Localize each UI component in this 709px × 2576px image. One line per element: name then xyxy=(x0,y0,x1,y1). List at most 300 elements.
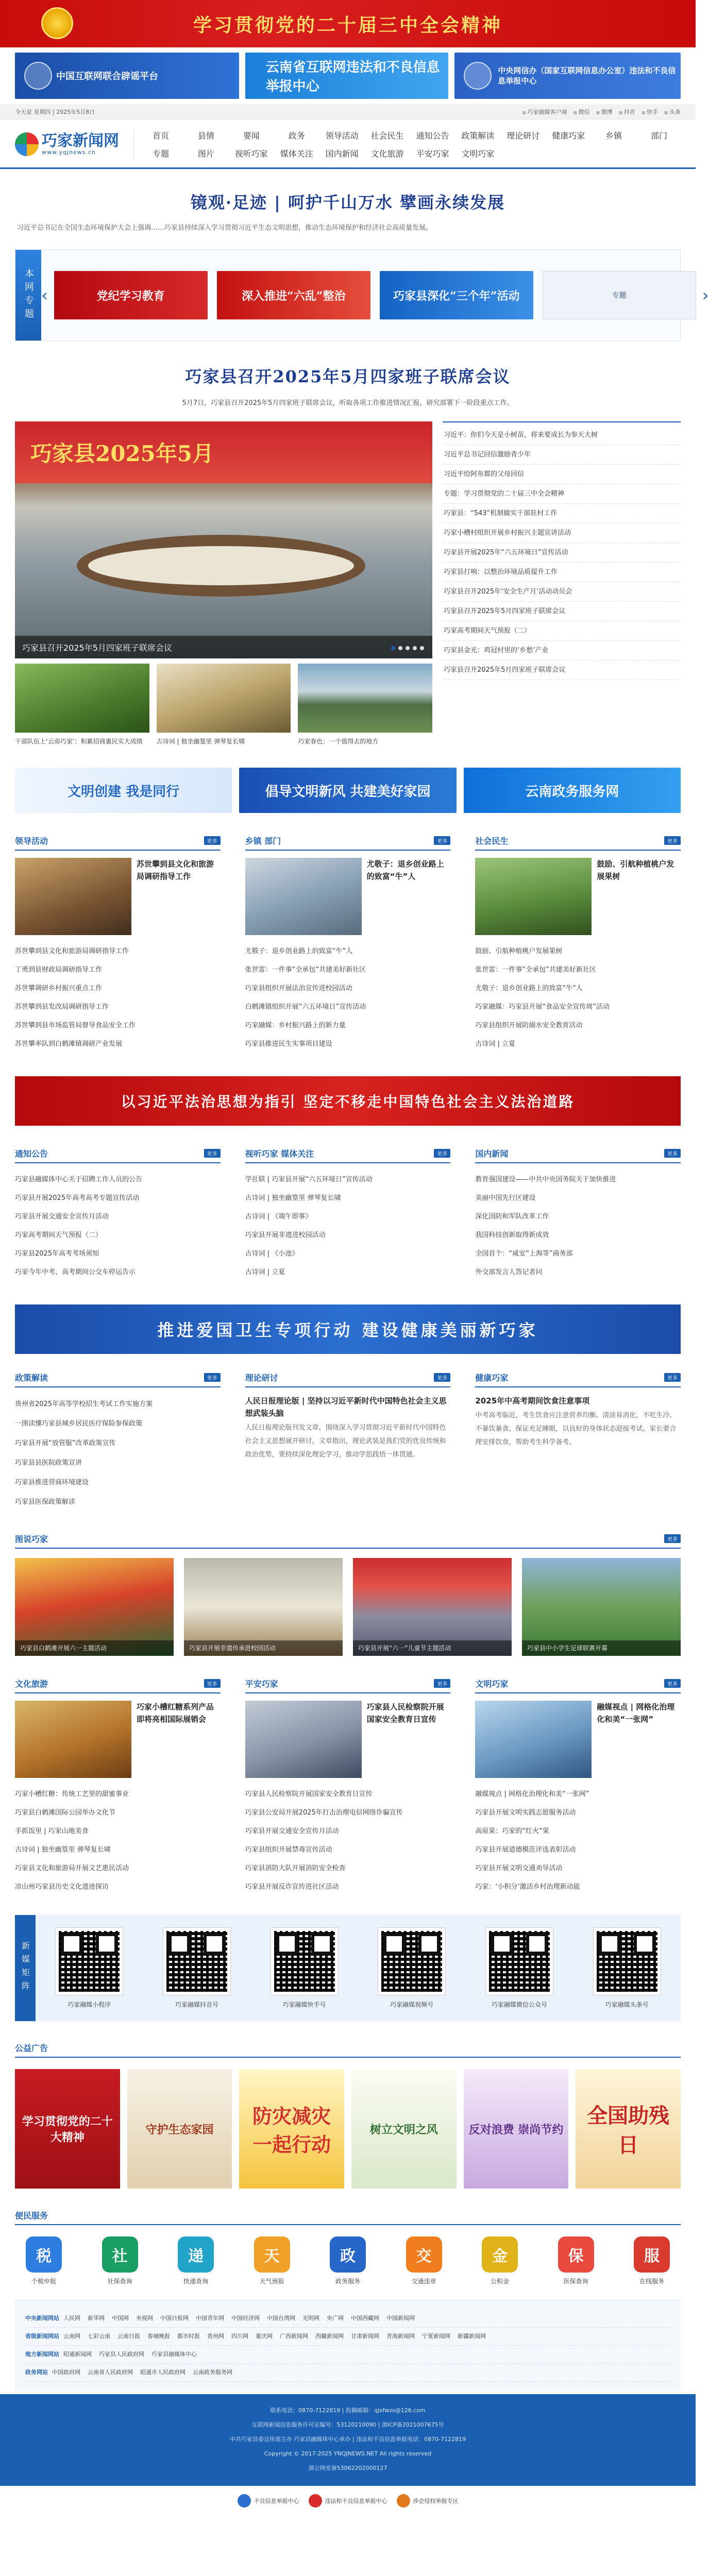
friend-link[interactable]: 巧家县人民政府网 xyxy=(99,2351,144,2358)
column-title[interactable]: 乡镇 部门 xyxy=(245,836,281,846)
cac-report-banner[interactable] xyxy=(454,53,681,99)
news-list-item[interactable]: 巧家县召开2025年‘安全生产月’活动动员会 xyxy=(443,582,681,602)
rumor-platform-banner[interactable] xyxy=(15,53,239,99)
service-item[interactable] xyxy=(623,2236,681,2285)
column-list-item[interactable]: 凉山州巧家县历史文化遗迹探访 xyxy=(15,1883,109,1891)
civility-banner[interactable]: 倡导文明新风 共建美好家园 xyxy=(239,768,456,813)
service-item[interactable] xyxy=(15,2236,73,2285)
column-list-item[interactable]: 巧家县开展2025年高考高考专题宣传活动 xyxy=(15,1194,140,1202)
column-title[interactable]: 理论研讨 xyxy=(245,1373,278,1383)
column-feature-title[interactable]: 苏世攀到县文化和旅游局调研指导工作 xyxy=(137,859,214,881)
column-list-item[interactable]: 巧家：‘小积分’激活乡村治理新动能 xyxy=(475,1883,580,1891)
link-group-title: 政务网站 xyxy=(25,2369,48,2376)
news-column xyxy=(475,1677,681,1896)
column-list-item[interactable]: 巧家县组织开展防溺水安全教育活动 xyxy=(475,1022,583,1029)
party-emblem-icon xyxy=(41,7,73,39)
toolbar-link[interactable]: ■ 头条 xyxy=(664,108,681,116)
service-item[interactable] xyxy=(91,2236,149,2285)
column-feature-image[interactable] xyxy=(15,858,131,935)
thumb-image[interactable] xyxy=(15,664,149,733)
footer-line: Copyright © 2017-2025 YNQJNEWS.NET All rights reserved xyxy=(264,2450,432,2457)
more-link[interactable]: 更多 xyxy=(204,1373,221,1382)
news-list-item[interactable]: 巧家县：“543”机制做实干部驻村工作 xyxy=(443,504,681,523)
toolbar-link[interactable]: ■ 巧家融媒客户端 xyxy=(522,108,567,116)
column-list-item[interactable]: 苏世攀到县文化和旅游局调研指导工作 xyxy=(15,947,129,955)
friend-link[interactable]: 中国新闻网 xyxy=(386,2315,415,2321)
qr-item[interactable] xyxy=(263,1928,346,2009)
nav-item[interactable]: 政策解读 xyxy=(461,131,495,141)
column-list-item[interactable]: 张世雷：一件事“全承包”共建美好新社区 xyxy=(475,966,596,974)
nav-item[interactable]: 平安巧家 xyxy=(416,149,449,159)
column-list-item[interactable]: 巧家县开展文明实践志愿服务活动 xyxy=(475,1809,576,1817)
service-item[interactable] xyxy=(319,2236,377,2285)
qr-code-icon[interactable] xyxy=(594,1928,661,1995)
column-title[interactable]: 健康巧家 xyxy=(475,1373,509,1383)
column-feature[interactable] xyxy=(245,1701,451,1778)
column-list-item[interactable]: 巧家县公安局开展2025年打击治理电信网络诈骗宣传 xyxy=(245,1809,403,1817)
column-list-item[interactable]: 巧家县开展交通安全宣传月活动 xyxy=(245,1827,339,1835)
column-list-item[interactable]: 巧家融媒：巧家县开展“食品安全宣传周”活动 xyxy=(475,1003,610,1011)
thumb-item[interactable] xyxy=(15,664,149,756)
news-list-item[interactable]: 巧家县开展2025年“六五环境日”宣传活动 xyxy=(443,543,681,563)
column-list-item[interactable]: 手抓饭里 | 巧家山地美食 xyxy=(15,1827,89,1835)
column-list-item[interactable]: 鼓励、引航种植桃户发展果树 xyxy=(475,947,563,955)
column-feature-title[interactable]: 巧家县人民检察院开展国家安全教育日宣传 xyxy=(366,1702,444,1724)
column-feature-title[interactable]: 融媒视点 | 网格化治理化和美“一张网” xyxy=(597,1702,675,1724)
more-link[interactable]: 更多 xyxy=(664,1149,681,1158)
rule-of-law-banner[interactable]: 以习近平法治思想为指引 坚定不移走中国特色社会主义法治道路 xyxy=(15,1076,681,1126)
column-feature[interactable] xyxy=(245,858,451,935)
column-list-item[interactable]: 高原果：巧家的“红火”果 xyxy=(475,1827,549,1835)
column-list-item[interactable]: 白鹤滩镇组织开展“六五环境日”宣传活动 xyxy=(245,1003,366,1011)
qr-code-icon[interactable] xyxy=(486,1928,553,1995)
report-badge[interactable] xyxy=(309,2494,387,2507)
column-list-item[interactable]: 巧家县开展非遗进校园活动 xyxy=(245,1231,326,1239)
column-list-item[interactable]: 巧家县开展交通安全宣传月活动 xyxy=(15,1213,109,1221)
friend-link[interactable]: 宁夏新闻网 xyxy=(422,2333,450,2340)
main-nav xyxy=(133,129,681,159)
service-label[interactable]: 在线服务 xyxy=(639,2278,664,2285)
public-ad[interactable]: 防灾减灾 一起行动 xyxy=(239,2069,344,2189)
friend-link[interactable]: 西藏新闻网 xyxy=(315,2333,344,2340)
friend-link[interactable]: 中国网 xyxy=(112,2315,129,2321)
badge-label: 不良信息举报中心 xyxy=(254,2498,299,2504)
slider-thumbs xyxy=(15,664,432,756)
service-icon[interactable]: 交 xyxy=(406,2236,442,2273)
column-list-item[interactable]: 苏世攀调研乡村振兴重点工作 xyxy=(15,985,103,992)
photo-caption[interactable]: 巧家县开展非遗传承进校园活动 xyxy=(184,1640,343,1656)
column-list-item[interactable]: 巧家小槽红糖：传统工艺里的甜蜜事业 xyxy=(15,1790,129,1798)
column-list-item[interactable]: 巧家县文化和旅游局开展文艺惠民活动 xyxy=(15,1865,129,1872)
thumb-item[interactable] xyxy=(157,664,291,756)
service-label[interactable]: 医保查询 xyxy=(563,2278,588,2285)
special-tile[interactable]: 党纪学习教育 xyxy=(54,271,208,319)
column-list-item[interactable]: 巧家高考期间天气预报（二） xyxy=(15,1231,103,1239)
column-list-item[interactable]: 巧家县消防大队开展消防安全检查 xyxy=(245,1865,346,1872)
column-feature[interactable] xyxy=(475,858,681,935)
logo-url: www.yqjnews.cn xyxy=(42,148,96,156)
column-list-item[interactable]: 古诗词 | 《小池》 xyxy=(245,1250,299,1258)
service-icon[interactable]: 天 xyxy=(254,2236,290,2273)
thumb-image[interactable] xyxy=(157,664,291,733)
column-feature-title[interactable]: 鼓励、引航种植桃户发展果树 xyxy=(597,859,674,881)
column-feature-image[interactable] xyxy=(475,1701,592,1778)
toolbar-link[interactable]: ■ 微信 xyxy=(573,108,589,116)
link-group-title: 地方新闻网站 xyxy=(25,2351,59,2358)
report-badge[interactable] xyxy=(238,2494,299,2507)
friend-link[interactable]: 四川网 xyxy=(231,2333,248,2340)
column-feature-title[interactable]: 尤敬子：退乡创业路上的致富“牛”人 xyxy=(366,859,444,881)
more-link[interactable]: 更多 xyxy=(204,836,221,845)
nav-item[interactable]: 县情 xyxy=(197,131,214,141)
column-title[interactable]: 国内新闻 xyxy=(475,1149,509,1159)
qr-caption: 巧家融媒微信公众号 xyxy=(491,2001,547,2008)
more-link[interactable]: 更多 xyxy=(664,1679,681,1688)
friend-link[interactable]: 云南政务服务网 xyxy=(193,2369,232,2376)
friend-link[interactable]: 中国政府网 xyxy=(52,2369,80,2376)
column-list-item[interactable]: 尤敬子：退乡创业路上的致富“牛”人 xyxy=(245,947,353,955)
column-list-item[interactable]: 巧家县开展文明交通劝导活动 xyxy=(475,1865,563,1872)
more-link[interactable]: 更多 xyxy=(434,1149,450,1158)
qr-code-icon[interactable] xyxy=(378,1928,445,1995)
service-label[interactable]: 快递查询 xyxy=(183,2278,208,2285)
gov-service-banner[interactable]: 云南政务服务网 xyxy=(464,768,681,813)
column-list-item[interactable]: 巧家县开展“放管服”改革政策宣传 xyxy=(15,1439,116,1447)
public-ad[interactable]: 守护生态家园 xyxy=(127,2069,232,2189)
gallery-photo[interactable] xyxy=(184,1558,343,1656)
column-list-item[interactable]: 巧家县推进民生实事项目建设 xyxy=(245,1040,332,1048)
service-icon[interactable]: 政 xyxy=(330,2236,366,2273)
friend-link[interactable]: 新疆新闻网 xyxy=(458,2333,486,2340)
qr-code-icon[interactable] xyxy=(271,1928,338,1995)
photo-caption[interactable]: 巧家县开展“六一”儿童节主题活动 xyxy=(353,1640,512,1656)
slider-dot[interactable] xyxy=(413,646,417,650)
gallery-photo[interactable] xyxy=(15,1558,174,1656)
service-label[interactable]: 政务服务 xyxy=(335,2278,360,2285)
column-list xyxy=(15,1171,221,1282)
column-header xyxy=(245,1147,451,1163)
service-label[interactable]: 交通违章 xyxy=(411,2278,436,2285)
more-link[interactable]: 更多 xyxy=(434,1373,450,1382)
nav-item[interactable]: 媒体关注 xyxy=(280,149,313,159)
qr-item[interactable] xyxy=(48,1928,130,2009)
column-feature-title[interactable]: 巧家小槽红糖系列产品即将亮相国际展销会 xyxy=(137,1702,214,1724)
ads-header xyxy=(15,2042,681,2058)
slider-dot[interactable] xyxy=(420,646,424,650)
friend-link[interactable]: 云南省人民政府网 xyxy=(88,2369,133,2376)
photos-title[interactable]: 图说巧家 xyxy=(15,1534,48,1544)
friend-link[interactable]: 中国西藏网 xyxy=(351,2315,379,2321)
gallery-photo[interactable] xyxy=(353,1558,512,1656)
public-ad[interactable]: 树立文明之风 xyxy=(351,2069,457,2189)
qr-item[interactable] xyxy=(370,1928,453,2009)
column-title[interactable]: 文化旅游 xyxy=(15,1679,48,1689)
nav-item[interactable]: 专题 xyxy=(152,149,169,159)
column-list-item[interactable]: 巧家县人民检察院开展国家安全教育日宣传 xyxy=(245,1790,373,1798)
column-title[interactable]: 政策解读 xyxy=(15,1373,48,1383)
news-list-item[interactable]: 巧家县召开2025年5月四家班子联席会议 xyxy=(443,602,681,621)
service-item[interactable] xyxy=(471,2236,529,2285)
column-list-item[interactable]: 外交部发言人答记者问 xyxy=(475,1268,543,1276)
friend-link[interactable]: 人民网 xyxy=(63,2315,80,2321)
friend-link[interactable]: 光明网 xyxy=(302,2315,319,2321)
friend-link[interactable]: 都市时报 xyxy=(177,2333,200,2340)
friend-link[interactable]: 青海新闻网 xyxy=(386,2333,415,2340)
gallery-photo[interactable] xyxy=(522,1558,681,1656)
qr-item[interactable] xyxy=(156,1928,238,2009)
more-link[interactable]: 更多 xyxy=(434,836,450,845)
friend-link[interactable]: 新华网 xyxy=(88,2315,105,2321)
column-list-item[interactable]: 张世雷：一件事“全承包”共建美好新社区 xyxy=(245,966,366,974)
qr-item[interactable] xyxy=(478,1928,561,2009)
friend-link[interactable]: 中国经济网 xyxy=(231,2315,260,2321)
nav-item[interactable]: 文明巧家 xyxy=(461,149,495,159)
service-icon[interactable]: 递 xyxy=(178,2236,214,2273)
friend-link[interactable]: 云南日报 xyxy=(117,2333,140,2340)
more-link[interactable]: 更多 xyxy=(664,1373,681,1382)
thumb-image[interactable] xyxy=(298,664,432,733)
column-list-item[interactable]: 全国首个：“咸安”上海等”商务部 xyxy=(475,1250,573,1258)
health-campaign-banner[interactable]: 推进爱国卫生专项行动 建设健康美丽新巧家 xyxy=(15,1304,681,1354)
date-text: 今天是 星期四 | 2025年5月8日 xyxy=(15,109,95,115)
slider-backdrop xyxy=(15,421,432,483)
services-header xyxy=(15,2209,681,2225)
news-list-item[interactable]: 习近平：你们今天是小树苗，将来要成长为参天大树 xyxy=(443,426,681,445)
news-list-item[interactable]: 习近平给阿布都的父母回信 xyxy=(443,465,681,484)
site-header xyxy=(0,120,696,169)
cac-logo-icon xyxy=(464,62,492,90)
service-label[interactable]: 天气预报 xyxy=(259,2278,284,2285)
friend-link[interactable]: 贵州网 xyxy=(207,2333,224,2340)
column-list-item[interactable]: 苏世攀到县发改局调研指导工作 xyxy=(15,1003,109,1011)
nav-item[interactable]: 图片 xyxy=(197,149,214,159)
column-list-item[interactable]: 尤敬子：退乡创业路上的致富“牛”人 xyxy=(475,985,583,992)
column-list-item[interactable]: 苏世攀到县市场监管局督导食品安全工作 xyxy=(15,1022,136,1029)
nav-item[interactable]: 通知公告 xyxy=(416,131,449,141)
public-ad[interactable]: 全国助残日 xyxy=(576,2069,681,2189)
photo-caption[interactable]: 巧家县白鹤滩开展六一主题活动 xyxy=(15,1640,174,1656)
column-list-item[interactable]: 古诗词 | 立夏 xyxy=(245,1268,285,1276)
column-list xyxy=(15,942,221,1054)
next-arrow-icon[interactable]: › xyxy=(702,285,709,305)
qr-code-icon[interactable] xyxy=(163,1928,230,1995)
column-list-item[interactable]: 巧家县组织开展禁毒宣传活动 xyxy=(245,1846,332,1854)
column-header xyxy=(15,1677,221,1693)
column-list-item[interactable]: 古诗词 | 立夏 xyxy=(475,1040,515,1048)
news-list-item[interactable]: 习近平总书记回信激励青少年 xyxy=(443,445,681,465)
column-list-item[interactable]: 一图读懂巧家县城乡居民医疗保险参保政策 xyxy=(15,1420,143,1428)
friend-link[interactable]: 昭通市人民政府网 xyxy=(140,2369,185,2376)
column-list-item[interactable]: 巧家今年中考、高考期间公交车停运告示 xyxy=(15,1268,136,1276)
column-feature-image[interactable] xyxy=(15,1701,131,1778)
column-title[interactable]: 平安巧家 xyxy=(245,1679,278,1689)
friend-link[interactable]: 昭通新闻网 xyxy=(63,2351,92,2358)
column-feature[interactable] xyxy=(15,1701,221,1778)
column-header xyxy=(15,1147,221,1163)
service-item[interactable] xyxy=(167,2236,225,2285)
link-group xyxy=(25,2328,670,2346)
friend-link[interactable]: 七彩云南 xyxy=(88,2333,110,2340)
column-list-item[interactable]: 巧家县医保政策解读 xyxy=(15,1498,76,1506)
column-list-item[interactable]: 丁勇到县财政局调研指导工作 xyxy=(15,966,103,974)
service-icon[interactable]: 服 xyxy=(634,2236,670,2273)
site-logo[interactable] xyxy=(15,132,133,156)
slider-dot[interactable] xyxy=(391,646,395,650)
civilization-banner[interactable]: 文明创建 我是同行 xyxy=(15,768,232,813)
column-title[interactable]: 领导活动 xyxy=(15,836,48,846)
column-list-item[interactable]: 融媒视点 | 网格化治理化和美“一张网” xyxy=(475,1790,589,1798)
service-icon[interactable]: 税 xyxy=(26,2236,62,2273)
column-list-item[interactable]: 古诗词 | 独坐幽篁里 弹琴复长啸 xyxy=(15,1846,111,1854)
column-list-item[interactable]: 巧家县组织开展法治宣传进校园活动 xyxy=(245,985,352,992)
service-item[interactable] xyxy=(243,2236,301,2285)
service-label[interactable]: 公积金 xyxy=(490,2278,509,2285)
slider-main-image[interactable] xyxy=(15,421,432,658)
slider-caption[interactable]: 巧家县召开2025年5月四家班子联席会议 xyxy=(15,636,432,658)
nav-item[interactable]: 乡镇 xyxy=(605,131,622,141)
column-title[interactable]: 通知公告 xyxy=(15,1149,48,1159)
more-link[interactable]: 更多 xyxy=(434,1679,450,1688)
column-list-item[interactable]: 古诗词 | 独坐幽篁里 弹琴复长啸 xyxy=(245,1194,341,1202)
news-columns-4 xyxy=(15,1677,681,1896)
column-list-item[interactable]: 巧家县白鹤滩国际公园举办文化节 xyxy=(15,1809,116,1817)
thumb-item[interactable] xyxy=(298,664,432,756)
special-tile[interactable]: 深入推进“六乱”整治 xyxy=(217,271,370,319)
friend-link[interactable]: 巧家县融媒体中心 xyxy=(151,2351,197,2358)
top-banner[interactable] xyxy=(0,0,696,47)
toolbar-link[interactable]: ■ 抖音 xyxy=(619,108,635,116)
column-feature-summary: 人民日报理论版刊发文章，围绕深入学习贯彻习近平新时代中国特色社会主义思想展开研讨。文章指出，理论武装是我们党的优良传统和政治优势，要持续深化理论学习，推动学思践悟一体贯通。 xyxy=(245,1424,446,1459)
slider-dot[interactable] xyxy=(398,646,402,650)
column-list-item[interactable]: 贵州省2025年高等学校招生考试工作实施方案 xyxy=(15,1400,153,1408)
platform-logo-icon xyxy=(24,62,52,90)
friend-link[interactable]: 央广网 xyxy=(327,2315,344,2321)
column-list-item[interactable]: 巧家融媒：乡村振兴路上的新力量 xyxy=(245,1022,346,1029)
column-feature-image[interactable] xyxy=(475,858,592,935)
thumb-caption[interactable]: 巧家春色：一个值得去的地方 xyxy=(298,738,379,745)
qr-codes xyxy=(36,1915,681,2021)
news-list-item[interactable]: 巧家县打响：以整治环境品质提升工作 xyxy=(443,563,681,582)
news-list-item[interactable]: 专题：学习贯彻党的二十届三中全会精神 xyxy=(443,484,681,504)
column-feature-summary: 中考高考临近，考生饮食应注意营养均衡、清淡易消化，不吃生冷、不暴饮暴食，保证充足睡眠，以良好的身体状态迎接考试。家长要合理安排饮食，帮助考生科学备考。 xyxy=(475,1412,677,1446)
column-list-item[interactable]: 苏世攀率队到白鹤滩镇调研产业发展 xyxy=(15,1040,123,1048)
headline-title[interactable]: 巧家县召开2025年5月四家班子联席会议 xyxy=(185,367,511,386)
column-feature-title[interactable]: 人民日报理论版 | 坚持以习近平新时代中国特色社会主义思想武装头脑 xyxy=(245,1396,447,1418)
nav-item[interactable]: 政务 xyxy=(288,131,305,141)
column-list-item[interactable]: 我国科技创新取得新成效 xyxy=(475,1231,549,1239)
toolbar-link[interactable]: ■ 微博 xyxy=(596,108,613,116)
special-tile[interactable]: 巧家县深化“三个年”活动 xyxy=(380,271,533,319)
qr-item[interactable] xyxy=(586,1928,668,2009)
column-feature[interactable] xyxy=(15,858,221,935)
column-feature[interactable] xyxy=(475,1701,681,1778)
nav-item[interactable]: 首页 xyxy=(152,131,169,141)
column-title[interactable]: 视听巧家 媒体关注 xyxy=(245,1149,314,1159)
column-list-item[interactable]: 巧家县开展道德模范评选表彰活动 xyxy=(475,1846,576,1854)
friend-link[interactable]: 中国日报网 xyxy=(160,2315,189,2321)
nav-item[interactable]: 要闻 xyxy=(243,131,260,141)
friend-link[interactable]: 重庆网 xyxy=(256,2333,273,2340)
services-title: 便民服务 xyxy=(15,2211,48,2221)
news-columns-2 xyxy=(15,1147,681,1282)
public-ad[interactable]: 学习贯彻党的二十大精神 xyxy=(15,2069,120,2189)
nav-item[interactable]: 国内新闻 xyxy=(325,149,359,159)
slider-dot[interactable] xyxy=(406,646,410,650)
column-list-item[interactable]: 古诗词 | 《端午即事》 xyxy=(245,1213,312,1221)
column-title[interactable]: 文明巧家 xyxy=(475,1679,509,1689)
service-icon[interactable]: 金 xyxy=(482,2236,518,2273)
qr-code-icon[interactable] xyxy=(56,1928,123,1995)
column-title[interactable]: 社会民生 xyxy=(475,836,509,846)
nav-item[interactable]: 理论研讨 xyxy=(507,131,540,141)
more-link[interactable]: 更多 xyxy=(204,1149,221,1158)
news-list-item[interactable]: 巧家县金光：鸡冠村里的‘乡愁’产业 xyxy=(443,641,681,660)
column-list-item[interactable]: 巧家县融媒体中心关于招聘工作人员的公告 xyxy=(15,1176,143,1183)
service-icon[interactable]: 社 xyxy=(102,2236,138,2273)
more-link[interactable]: 更多 xyxy=(204,1679,221,1688)
thumb-caption[interactable]: 干部队伍上‘云南巧家’：积累招商惠民实大成绩 xyxy=(15,738,143,745)
feature-title[interactable]: 镜观·足迹 | 呵护千山万水 擘画永续发展 xyxy=(190,193,505,212)
friend-link[interactable]: 云南网 xyxy=(63,2333,80,2340)
service-label[interactable]: 个税申报 xyxy=(31,2278,56,2285)
news-list-item[interactable]: 巧家县召开2025年5月四家班子联席会议 xyxy=(443,660,681,680)
nav-item[interactable]: 社会民生 xyxy=(370,131,404,141)
friend-link[interactable]: 广西新闻网 xyxy=(280,2333,308,2340)
column-list-item[interactable]: 巧家县推进营商环境建设 xyxy=(15,1479,89,1486)
column-list-item[interactable]: 学社联 | 巧家县开展“六五环境日”宣传活动 xyxy=(245,1176,373,1183)
column-list-item[interactable]: 美丽中国先行区建设 xyxy=(475,1194,536,1202)
prev-arrow-icon[interactable]: ‹ xyxy=(41,285,48,305)
service-item[interactable] xyxy=(395,2236,453,2285)
column-list-item[interactable]: 教育强国建设——中共中央国务院关于加快推进 xyxy=(475,1176,616,1183)
column-list-item[interactable]: 巧家县2025年高考考场须知 xyxy=(15,1250,99,1258)
public-ad[interactable]: 反对浪费 崇尚节约 xyxy=(464,2069,569,2189)
news-list-item[interactable]: 巧家小槽村组织开展乡村振兴主题宣讲活动 xyxy=(443,523,681,543)
footer-line: 联系电话：0870-7122819 | 投稿邮箱：qjxfwzs@126.com xyxy=(270,2407,426,2414)
column-feature-image[interactable] xyxy=(245,858,362,935)
link-group-title: 省级新闻网站 xyxy=(25,2333,59,2340)
column-feature-image[interactable] xyxy=(245,1701,362,1778)
logo-name: 巧家新闻网 xyxy=(42,131,119,150)
report-badge[interactable] xyxy=(397,2494,459,2507)
column-list-item[interactable]: 深化国防和军队改革工作 xyxy=(475,1213,549,1221)
report-center-banner[interactable] xyxy=(245,53,449,99)
nav-item[interactable]: 领导活动 xyxy=(325,131,359,141)
nav-item[interactable]: 部门 xyxy=(651,131,668,141)
friend-link[interactable]: 中国台湾网 xyxy=(267,2315,295,2321)
nav-item[interactable]: 文化旅游 xyxy=(370,149,404,159)
friend-link[interactable]: 中国青年网 xyxy=(196,2315,224,2321)
friend-link[interactable]: 春城晚报 xyxy=(147,2333,170,2340)
column-list-item[interactable]: 巧家县县医院政策宣讲 xyxy=(15,1459,82,1467)
column-list-item[interactable]: 巧家县开展反诈宣传进社区活动 xyxy=(245,1883,339,1891)
service-label[interactable]: 社保查询 xyxy=(107,2278,132,2285)
column-feature-title[interactable]: 2025年中高考期间饮食注意事项 xyxy=(475,1396,590,1405)
friend-link[interactable]: 甘肃新闻网 xyxy=(351,2333,379,2340)
more-link[interactable]: 更多 xyxy=(664,1534,681,1543)
service-icon[interactable]: 保 xyxy=(558,2236,594,2273)
service-item[interactable] xyxy=(547,2236,605,2285)
nav-item[interactable]: 视听巧家 xyxy=(234,149,268,159)
news-list-item[interactable]: 巧家高考期间天气预报（二） xyxy=(443,621,681,641)
photo-caption[interactable]: 巧家县中小学生足球联赛开幕 xyxy=(522,1640,681,1656)
nav-item[interactable]: 健康巧家 xyxy=(552,131,585,141)
more-link[interactable]: 更多 xyxy=(664,836,681,845)
friend-link[interactable]: 央视网 xyxy=(136,2315,153,2321)
toolbar-link[interactable]: ■ 快手 xyxy=(642,108,658,116)
special-tile[interactable]: 专题 xyxy=(543,271,696,319)
thumb-caption[interactable]: 古诗词 | 独坐幽篁里 弹琴复长啸 xyxy=(156,738,245,745)
